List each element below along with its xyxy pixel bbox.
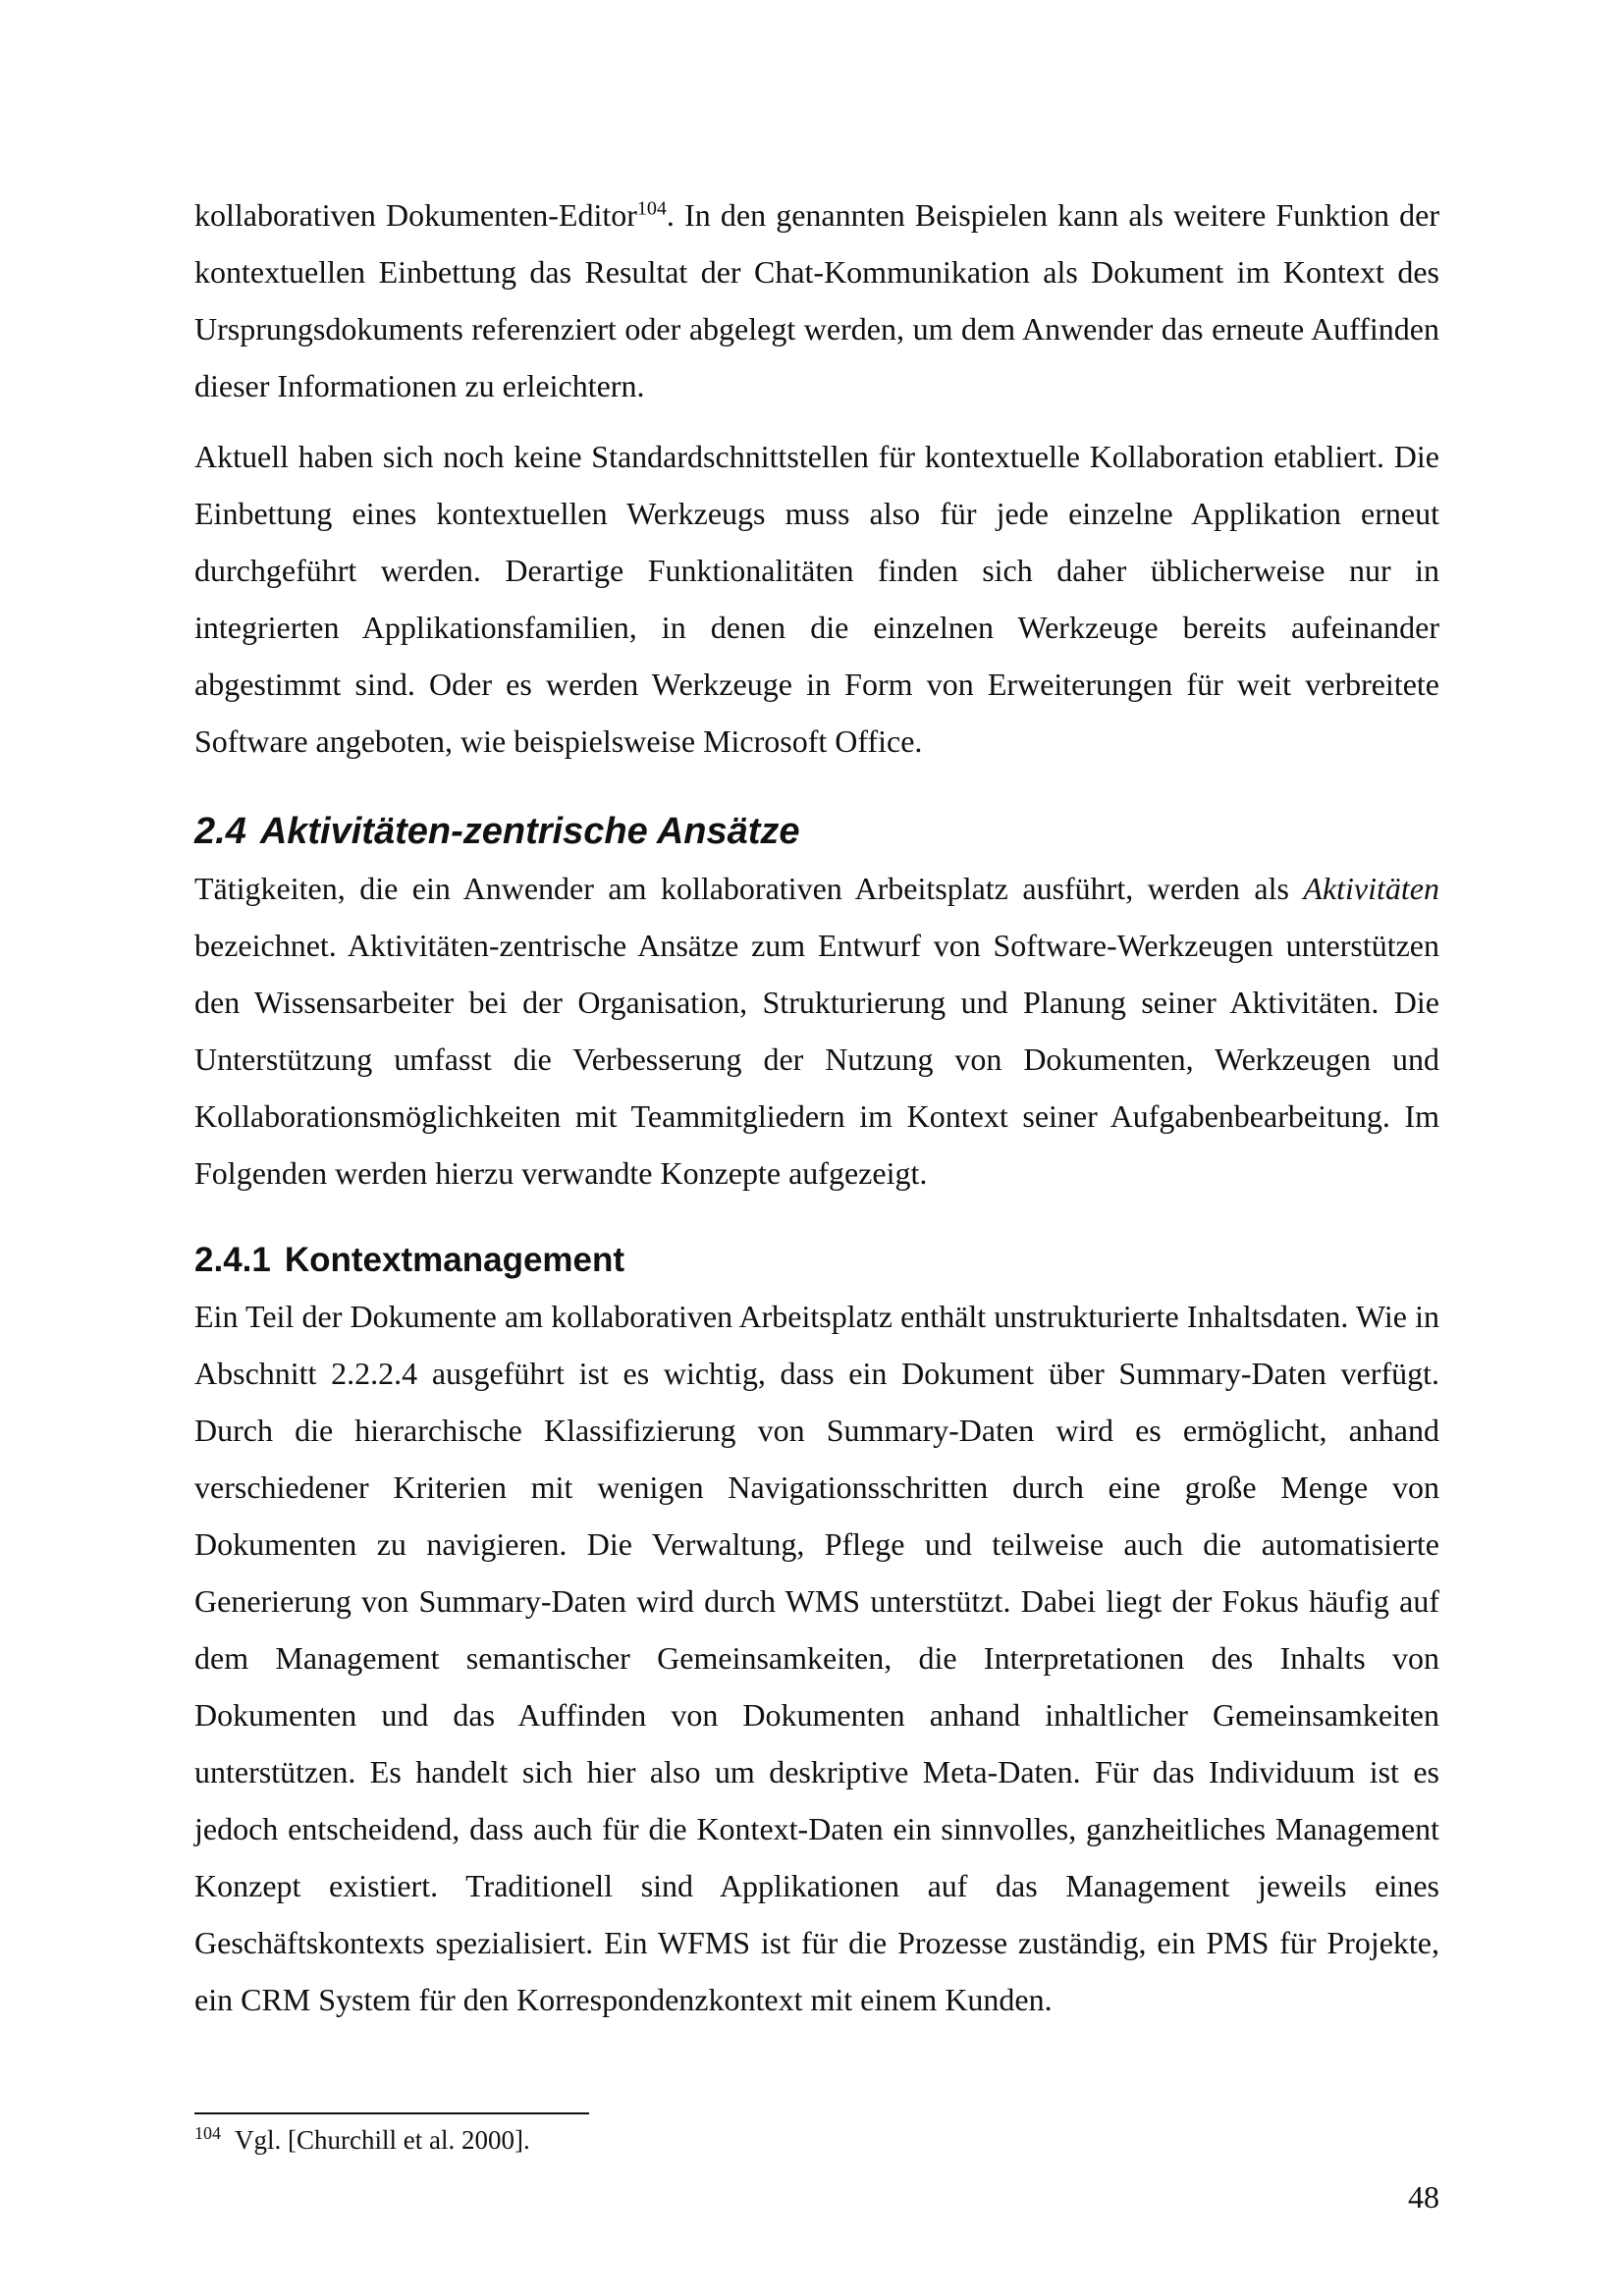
footnote-divider (194, 2112, 589, 2114)
footnote-reference-104: 104 (636, 197, 667, 220)
paragraph-1 (194, 187, 1439, 414)
footnote-text: Vgl. [Churchill et al. 2000]. (235, 2125, 530, 2155)
paragraph-4: Ein Teil der Dokumente am kollaborativen Arbeitsplatz enthält unstrukturierte Inhaltsdaten. Wie in Abschnitt 2.2.2.4 ausgeführt ist es wichtig, dass ein Dokument über Summary-Daten verfügt. Durch die hierarchische Klassifizierung von Summary-Daten wird es ermöglicht, anhand verschiedener Kriterien mit wenigen Navigationsschritten durch eine große Menge von Dokumenten zu navigieren. Die Verwaltung, Pflege und teilweise auch die automatisierte Generierung von Summary-Daten wird durch WMS unterstützt. Dabei liegt der Fokus häufig auf dem Management semantischer Gemeinsamkeiten, die Interpretationen des Inhalts von Dokumenten und das Auffinden von Dokumenten anhand inhaltlicher Gemeinsamkeiten unterstützen. Es handelt sich hier also um deskriptive Meta-Daten. Für das Individuum ist es jedoch entscheidend, dass auch für die Kontext-Daten ein sinnvolles, ganzheitliches Management Konzept existiert. Traditionell sind Applikationen auf das Management jeweils eines Geschäftskontexts spezialisiert. Ein WFMS ist für die Prozesse zuständig, ein PMS für Projekte, ein CRM System für den Korrespondenzkontext mit einem Kunden. (194, 1299, 1439, 2017)
body-text (194, 187, 1439, 2028)
paragraph-3-text-start: Tätigkeiten, die ein Anwender am kollaborativen Arbeitsplatz ausführt, werden als (194, 871, 1304, 906)
subsection-number: 2.4.1 (194, 1241, 271, 1279)
section-heading (194, 809, 1439, 860)
footnote-mark: 104 (194, 2123, 221, 2143)
subsection-heading (194, 1239, 1439, 1288)
paragraph-1-text-end: . In den genannten Beispielen kann als weitere Funktion der kontextuellen Einbettung das Resultat der Chat-Kommunikation als Dokument im Kontext des Ursprungsdokuments referenziert oder abgelegt werden, um dem Anwender das erneute Auffinden dieser Informationen zu erleichtern. (194, 197, 1440, 403)
paragraph-3 (194, 860, 1439, 1201)
paragraph-2: Aktuell haben sich noch keine Standardschnittstellen für kontextuelle Kollaboration etabliert. Die Einbettung eines kontextuellen Werkzeugs muss also für jede einzelne Applikation erneut durchgeführt werden. Derartige Funktionalitäten finden sich daher üblicherweise nur in integrierten Applikationsfamilien, in denen die einzelnen Werkzeuge bereits aufeinander abgestimmt sind. Oder es werden Werkzeuge in Form von Erweiterungen für weit verbreitete Software angeboten, wie beispielsweise Microsoft Office. (194, 439, 1439, 759)
paragraph-1-text-start: kollaborativen Dokumenten-Editor (194, 197, 637, 233)
term-aktivitaeten: Aktivitäten (1303, 871, 1439, 906)
section-title: Aktivitäten-zentrische Ansätze (259, 811, 800, 852)
page-number: 48 (1408, 2179, 1439, 2215)
footnote (194, 2120, 1078, 2160)
paragraph-3-text-end: bezeichnet. Aktivitäten-zentrische Ansätze zum Entwurf von Software-Werkzeugen unterstützen den Wissensarbeiter bei der Organisation, Strukturierung und Planung seiner Aktivitäten. Die Unterstützung umfasst die Verbesserung der Nutzung von Dokumenten, Werkzeugen und Kollaborationsmöglichkeiten mit Teammitgliedern im Kontext seiner Aufgabenbearbeitung. Im Folgenden werden hierzu verwandte Konzepte aufgezeigt. (194, 928, 1439, 1191)
subsection-title: Kontextmanagement (284, 1241, 625, 1279)
section-number: 2.4 (194, 811, 246, 852)
